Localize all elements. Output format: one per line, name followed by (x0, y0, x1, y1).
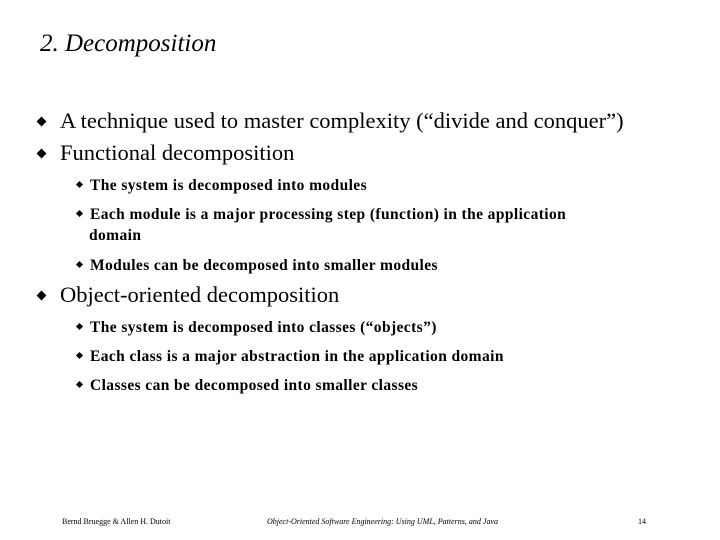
sub-bullet-smaller-classes (75, 375, 675, 396)
sub-bullet-smaller-modules (75, 255, 675, 276)
small-diamond-icon (76, 210, 83, 217)
bullet-text: Functional decomposition (60, 140, 295, 165)
small-diamond-icon (76, 381, 83, 388)
sub-bullet-text: Each module is a major processing step (function) in the application (90, 206, 567, 223)
sub-bullet-classes (75, 317, 675, 338)
bullet-text: Object-oriented decomposition (60, 282, 340, 307)
sub-bullet-abstraction (75, 346, 675, 367)
sub-bullet-text: The system is decomposed into classes (“objects”) (90, 319, 437, 336)
diamond-bullet-icon (37, 116, 47, 126)
footer-authors: Bernd Bruegge & Allen H. Dutoit (62, 517, 171, 526)
small-diamond-icon (76, 261, 83, 268)
small-diamond-icon (76, 323, 83, 330)
diamond-bullet-icon (37, 148, 47, 158)
bullet-text: A technique used to master complexity (“divide and conquer”) (60, 108, 624, 133)
sub-bullet-module-step (75, 204, 675, 246)
bullet-functional (38, 140, 294, 166)
sub-bullet-modules (75, 175, 675, 196)
slide-title: 2. Decomposition (40, 30, 217, 57)
sub-bullet-text: Modules can be decomposed into smaller modules (90, 257, 438, 274)
sub-bullet-text: Each class is a major abstraction in the application domain (90, 348, 504, 365)
bullet-object-oriented (38, 282, 339, 308)
small-diamond-icon (76, 352, 83, 359)
sub-bullet-text: The system is decomposed into modules (90, 177, 368, 194)
sub-bullet-text-continuation: domain (89, 227, 142, 244)
footer-page-number: 14 (638, 517, 646, 526)
bullet-technique (38, 108, 624, 134)
footer-book-title: Object-Oriented Software Engineering: Using UML, Patterns, and Java (267, 517, 498, 526)
sub-bullet-text: Classes can be decomposed into smaller classes (90, 377, 419, 394)
diamond-bullet-icon (37, 290, 47, 300)
small-diamond-icon (76, 181, 83, 188)
